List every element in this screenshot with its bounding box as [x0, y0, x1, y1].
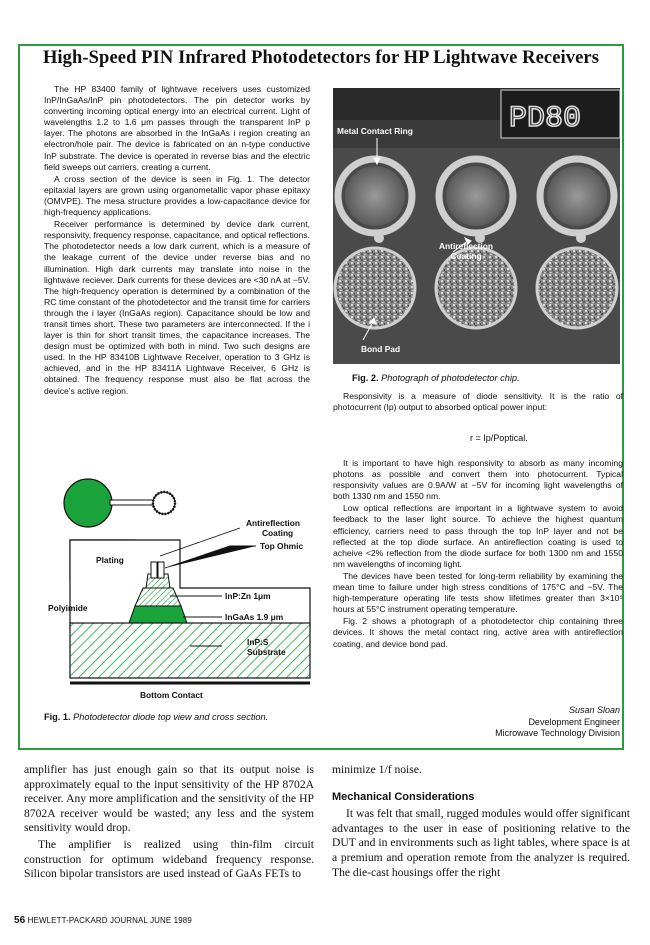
diagram-label-ingaas: InGaAs 1.9 μm [225, 612, 284, 622]
sidebar-right-column-continued [333, 458, 623, 651]
sidebar-paragraph: It is important to have high responsivity to absorb as many incoming photons as possible and convert them into photocurrent. Typical responsivity values are 0.9A/W at −5V for incoming light wavelengths of both 1330 nm and 1550 nm. [333, 458, 623, 502]
diagram-label-inp-s-2: Substrate [247, 647, 286, 657]
diagram-label-inp-zn: InP:Zn 1μm [225, 591, 271, 601]
photo-label-ar-line1: Antireflection [439, 241, 493, 251]
journal-name: HEWLETT-PACKARD JOURNAL JUNE 1989 [27, 916, 192, 925]
figure-2-label: Fig. 2. [352, 373, 379, 383]
figure-1-text: Photodetector diode top view and cross section. [73, 712, 269, 722]
diagram-label-polyimide: Polyimide [48, 603, 88, 613]
figure-1-label: Fig. 1. [44, 712, 71, 722]
sidebar-right-column [333, 391, 623, 414]
diagram-label-antireflection-2: Coating [262, 528, 294, 538]
sidebar-paragraph: Responsivity is a measure of diode sensitivity. It is the ratio of photocurrent (Ip) output to absorbed optical power input: [333, 391, 623, 413]
article-paragraph: It was felt that small, rugged modules would offer significant advantages to the user in ease of positioning relative to the DUT and in environments such as light tables, where space is at a premium and operation remote from the analyzer is required. The die-cast housings offer the right [332, 807, 630, 879]
section-heading: Mechanical Considerations [332, 790, 475, 803]
photodetector-cross-section-diagram [40, 478, 330, 708]
article-paragraph: The amplifier is realized using thin-film circuit construction for optimum wideband frequency response. Silicon bipolar transistors are used instead of GaAs FETs to [24, 837, 314, 881]
page-footer [14, 915, 192, 926]
photo-label-ar-line2: Coating [450, 251, 482, 261]
sidebar-paragraph: Fig. 2 shows a photograph of a photodetector chip containing three devices. It shows the metal contact ring, active area with antireflection coating, and device bond pad. [333, 616, 623, 649]
photo-label-bond-pad: Bond Pad [361, 344, 401, 354]
author-signature [495, 705, 620, 740]
diagram-label-antireflection-1: Antireflection [246, 518, 300, 528]
figure-1-caption [44, 712, 268, 722]
article-left-column [24, 763, 314, 884]
sidebar-paragraph: A cross section of the device is seen in Fig. 1. The detector epitaxial layers are grown using organometallic vapor phase epitaxy (OMVPE). The mesa structure provides a low-capacitance device for high-frequency applications. [44, 173, 310, 218]
author-name: Susan Sloan [568, 705, 620, 715]
chip-photograph [333, 88, 620, 364]
sidebar-paragraph: The devices have been tested for long-term reliability by examining the mean time to failure under high stress conditions of 175°C and −5V. The high-temperature operating life tests show lifetimes greater than 3×10⁵ hours at 55°C instrument operating temperature. [333, 570, 623, 615]
page-number: 56 [14, 915, 26, 926]
diagram-label-inp-s-1: InP:S [247, 637, 269, 647]
sidebar-paragraph: Receiver performance is determined by device dark current, responsivity, frequency response, capacitance, and optical reflections. The photodetector needs a low dark current, which is a measure of the leakage current of the device under reverse bias and no illumination. High dark currents may translate into noise in the lightwave reciever. Dark currents for these devices are <30 nA at −5V. The high-frequency operation is determined by a combination of the RC time constant of the photodetector and the transit time for carriers through the i layer (InGaAs region). Capacitance should be low and transit times short. These two parameters are interconnected. If the i layer is thin for short transit times, the capacitance increases. The design must be optimized with both in mind. Two such designs are used. In the HP 83410B Lightwave Receiver, operation to 3 GHz is achieved, and in the HP 83411A Lightwave Receiver, 6 GHz is obtained. The frequency response must also be flat across the device's active region. [44, 219, 310, 396]
figure-2-caption [352, 373, 520, 383]
author-title: Development Engineer [528, 716, 620, 727]
diagram-label-top-ohmic: Top Ohmic [260, 541, 304, 551]
author-division: Microwave Technology Division [495, 728, 620, 738]
photo-label-contact-ring: Metal Contact Ring [337, 126, 413, 136]
sidebar-paragraph: The HP 83400 family of lightwave receivers uses customized InP/InGaAs/InP pin photodetectors. The pin detector works by converting incoming optical energy into an electrical current. Light of wavelengths 1.2 to 1.6 μm passes through the transparent InP p layer. The photons are absorbed in the InGaAs i region creating an electron/hole pair. The device is fabricated on an n-type conductive InP substrate. The device is operated in reverse bias and the electric field sweeps out carriers, creating a current. [44, 84, 310, 172]
article-paragraph: amplifier has just enough gain so that its output noise is approximately equal to the input sensitivity of the HP 8702A receiver. Any more amplification and the sensitivity of the HP 8702A receiver would be wasted; any less and the system sensitivity would drop. [24, 763, 314, 835]
sidebar-paragraph: Low optical reflections are important in a lightwave system to avoid feedback to the laser light source. To achieve the highest quantum efficiency, carriers need to pass through the top InP layer and not be reflected at the top diode surface. An antireflection coating is used to acheive <2% reflection from the diode surface for both 1300 nm and 1550 nm wavelengths of incoming light. [333, 503, 623, 569]
sidebar-title: High-Speed PIN Infrared Photodetectors for HP Lightwave Receivers [42, 48, 600, 68]
article-right-column [332, 763, 630, 882]
diagram-label-bottom-contact: Bottom Contact [140, 690, 203, 700]
figure-2-text: Photograph of photodetector chip. [381, 373, 520, 383]
responsivity-formula: r = Ip/Poptical. [470, 433, 528, 443]
diagram-label-plating: Plating [96, 555, 124, 565]
top-view [64, 479, 175, 527]
article-paragraph: minimize 1/f noise. [332, 763, 422, 776]
photo-label-antireflection [439, 241, 493, 261]
chip-marking: PD80 [509, 102, 582, 136]
sidebar-left-column [44, 84, 310, 398]
